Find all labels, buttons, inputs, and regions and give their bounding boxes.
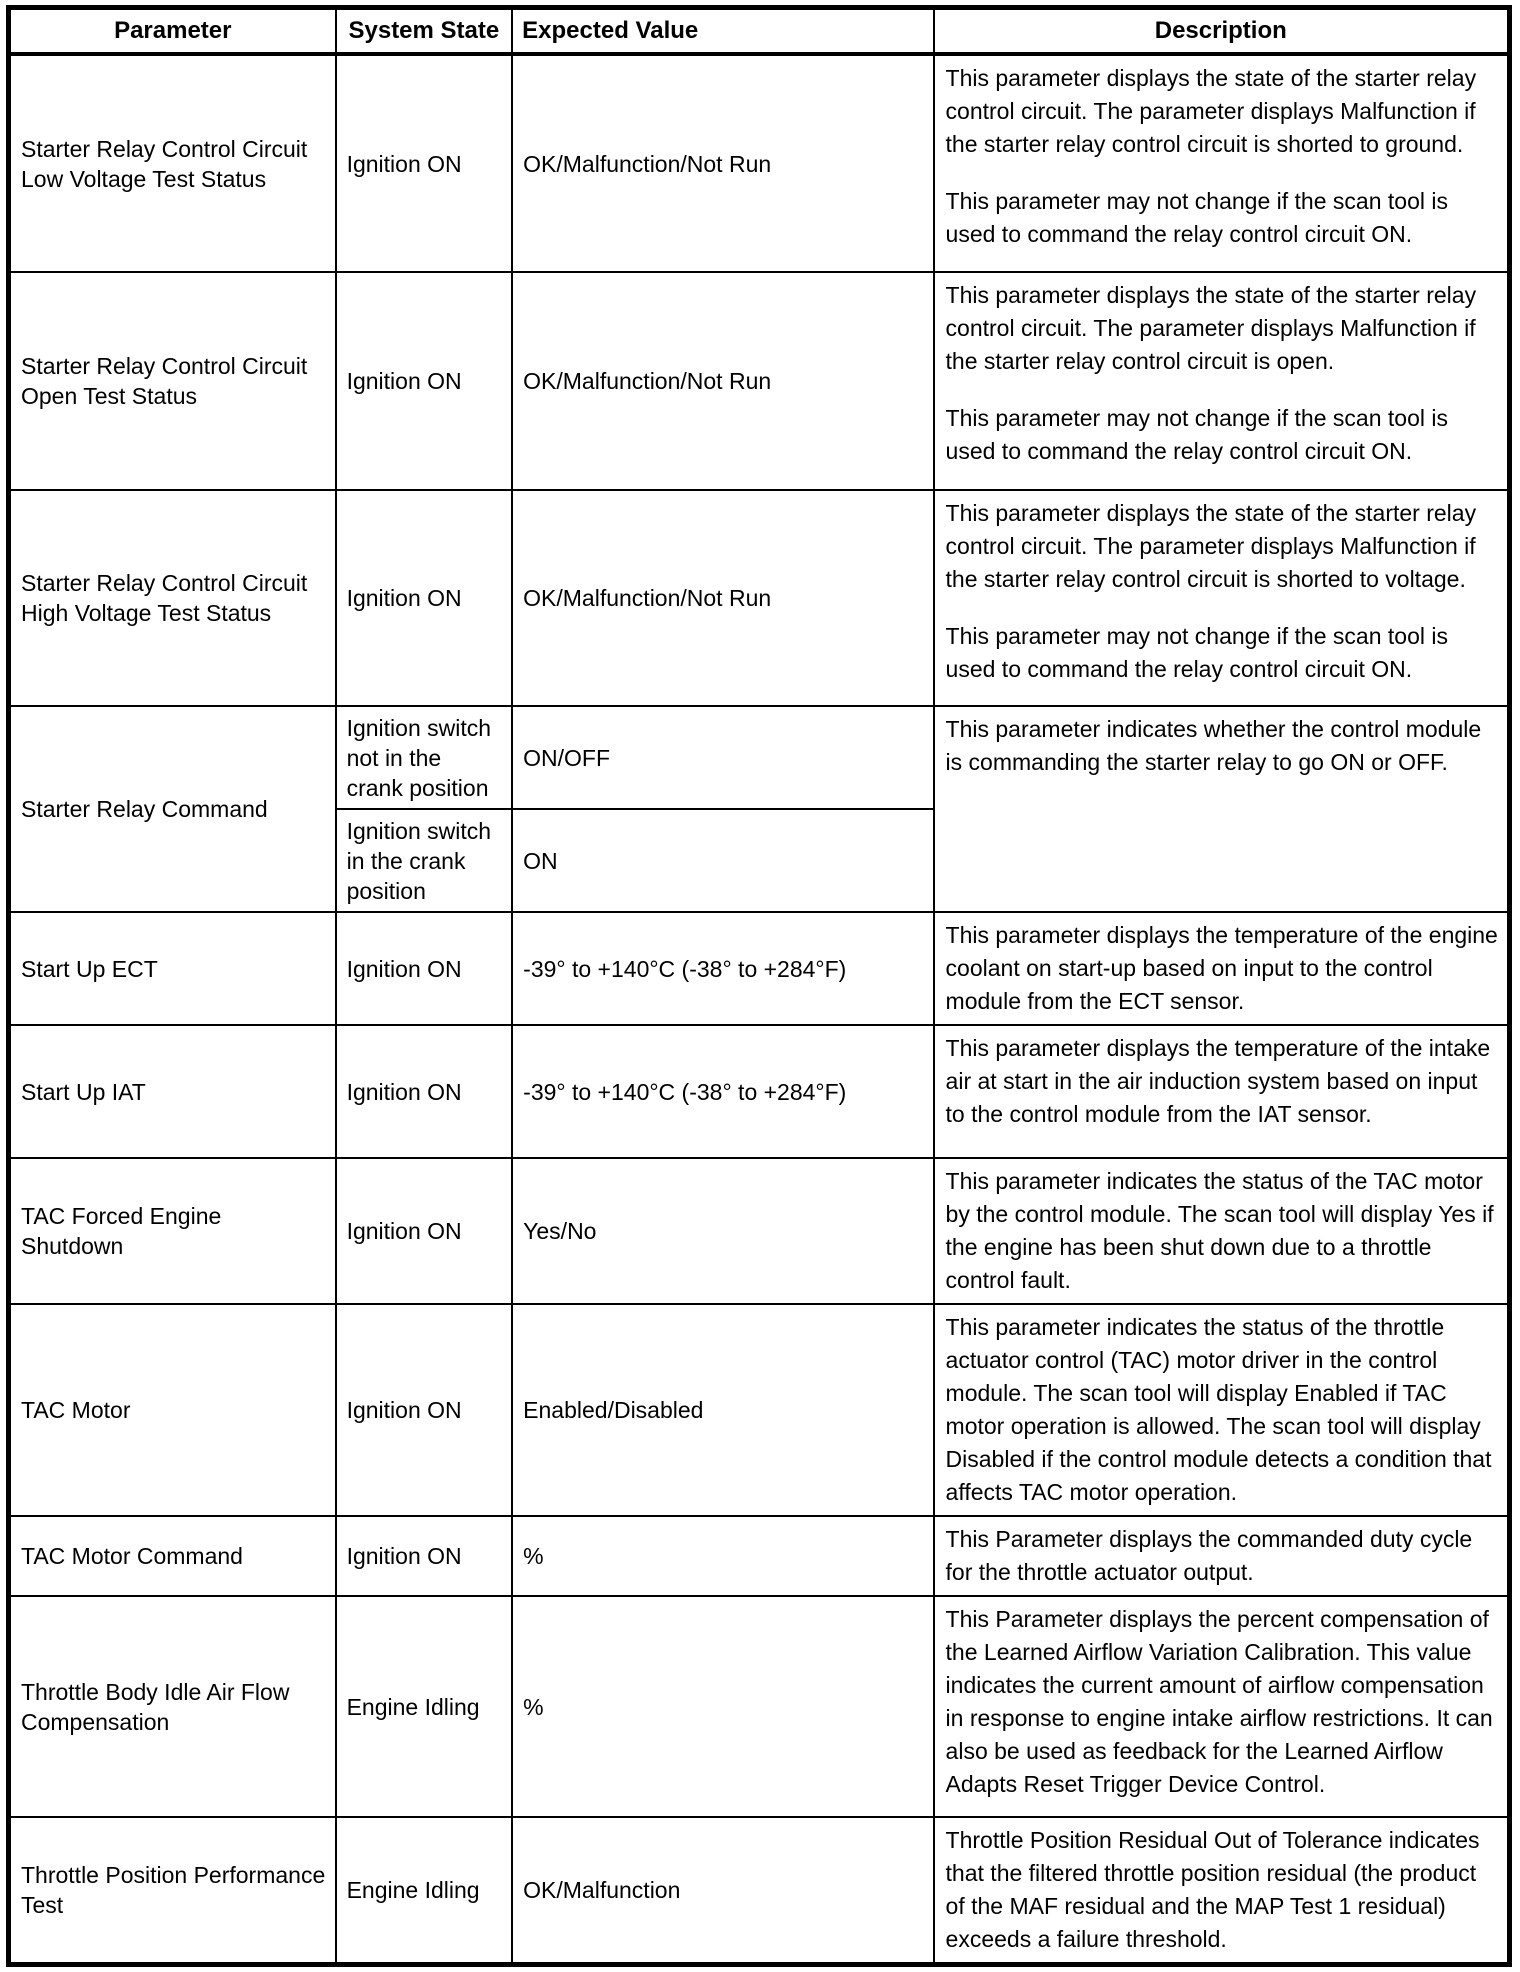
description-paragraph: This parameter indicates whether the control module is commanding the starter relay to go ON or OFF. — [945, 716, 1482, 775]
expected-value-cell: OK/Malfunction/Not Run — [512, 272, 933, 490]
description-paragraph: This Parameter displays the commanded duty cycle for the throttle actuator output. — [945, 1526, 1473, 1585]
expected-value-cell: ON — [512, 809, 933, 912]
description-paragraph: This parameter may not change if the scan tool is used to command the relay control circuit ON. — [945, 405, 1448, 464]
expected-value-cell: -39° to +140°C (-38° to +284°F) — [512, 1025, 933, 1158]
description-paragraph: This parameter displays the state of the starter relay control circuit. The parameter displays Malfunction if the starter relay control circuit is shorted to ground. — [945, 65, 1477, 157]
table-row — [9, 1158, 1510, 1304]
description-cell — [934, 1158, 1510, 1304]
parameter-cell: Throttle Body Idle Air Flow Compensation — [9, 1596, 336, 1817]
expected-value-cell: Yes/No — [512, 1158, 933, 1304]
description-cell — [934, 1596, 1510, 1817]
description-cell — [934, 1025, 1510, 1158]
header-system-state: System State — [336, 8, 513, 55]
description-paragraph: Throttle Position Residual Out of Tolerance indicates that the filtered throttle position residual (the product of the MAF residual and the MAP Test 1 residual) exceeds a failure threshold. — [945, 1827, 1480, 1952]
system-state-cell: Ignition ON — [336, 272, 513, 490]
table-row — [9, 1596, 1510, 1817]
description-cell — [934, 54, 1510, 272]
expected-value-cell: OK/Malfunction — [512, 1817, 933, 1965]
description-cell — [934, 706, 1510, 912]
expected-value-cell: OK/Malfunction/Not Run — [512, 54, 933, 272]
description-paragraph: This parameter indicates the status of the throttle actuator control (TAC) motor driver in the control module. The scan tool will display Enabled if TAC motor operation is allowed. The scan tool will display Disabled if the control module detects a condition that affects TAC motor operation. — [945, 1314, 1492, 1505]
table-row — [9, 706, 1510, 809]
description-paragraph: This parameter displays the state of the starter relay control circuit. The parameter displays Malfunction if the starter relay control circuit is open. — [945, 282, 1477, 374]
header-row — [9, 8, 1510, 55]
parameter-cell: Start Up ECT — [9, 912, 336, 1025]
description-paragraph: This parameter may not change if the scan tool is used to command the relay control circuit ON. — [945, 623, 1448, 682]
system-state-cell: Ignition ON — [336, 1158, 513, 1304]
parameter-cell: Starter Relay Control Circuit Low Voltage Test Status — [9, 54, 336, 272]
parameter-cell: Starter Relay Command — [9, 706, 336, 912]
description-cell — [934, 912, 1510, 1025]
system-state-cell: Ignition ON — [336, 912, 513, 1025]
description-paragraph: This parameter indicates the status of the TAC motor by the control module. The scan tool will display Yes if the engine has been shut down due to a throttle control fault. — [945, 1168, 1494, 1293]
description-cell — [934, 272, 1510, 490]
table-row — [9, 1516, 1510, 1596]
table-row — [9, 912, 1510, 1025]
description-paragraph: This parameter may not change if the scan tool is used to command the relay control circuit ON. — [945, 188, 1448, 247]
scan-data-parameter-table — [6, 5, 1512, 1967]
expected-value-cell: -39° to +140°C (-38° to +284°F) — [512, 912, 933, 1025]
header-description: Description — [934, 8, 1510, 55]
parameter-cell: Start Up IAT — [9, 1025, 336, 1158]
description-cell — [934, 1817, 1510, 1965]
expected-value-cell: OK/Malfunction/Not Run — [512, 490, 933, 706]
header-parameter: Parameter — [9, 8, 336, 55]
description-cell — [934, 1304, 1510, 1516]
parameter-cell: TAC Motor Command — [9, 1516, 336, 1596]
description-paragraph: This parameter displays the temperature of the intake air at start in the air induction system based on input to the control module from the IAT sensor. — [945, 1035, 1491, 1127]
system-state-cell: Ignition switch in the crank position — [336, 809, 513, 912]
table-row — [9, 1304, 1510, 1516]
parameter-cell: Starter Relay Control Circuit High Voltage Test Status — [9, 490, 336, 706]
header-expected-value: Expected Value — [512, 8, 933, 55]
description-paragraph: This parameter displays the temperature of the engine coolant on start-up based on input to the control module from the ECT sensor. — [945, 922, 1498, 1014]
expected-value-cell: ON/OFF — [512, 706, 933, 809]
system-state-cell: Engine Idling — [336, 1817, 513, 1965]
system-state-cell: Ignition switch not in the crank position — [336, 706, 513, 809]
expected-value-cell: % — [512, 1516, 933, 1596]
table-row — [9, 1817, 1510, 1965]
system-state-cell: Ignition ON — [336, 1025, 513, 1158]
expected-value-cell: % — [512, 1596, 933, 1817]
description-paragraph: This parameter displays the state of the starter relay control circuit. The parameter displays Malfunction if the starter relay control circuit is shorted to voltage. — [945, 500, 1477, 592]
table-row — [9, 490, 1510, 706]
expected-value-cell: Enabled/Disabled — [512, 1304, 933, 1516]
parameter-cell: Throttle Position Performance Test — [9, 1817, 336, 1965]
parameter-cell: Starter Relay Control Circuit Open Test Status — [9, 272, 336, 490]
description-paragraph: This Parameter displays the percent compensation of the Learned Airflow Variation Calibration. This value indicates the current amount of airflow compensation in response to engine intake airflow restrictions. It can also be used as feedback for the Learned Airflow Adapts Reset Trigger Device Control. — [945, 1606, 1493, 1797]
system-state-cell: Ignition ON — [336, 1304, 513, 1516]
system-state-cell: Engine Idling — [336, 1596, 513, 1817]
description-cell — [934, 1516, 1510, 1596]
table-row — [9, 54, 1510, 272]
table-row — [9, 1025, 1510, 1158]
system-state-cell: Ignition ON — [336, 54, 513, 272]
system-state-cell: Ignition ON — [336, 490, 513, 706]
description-cell — [934, 490, 1510, 706]
table-row — [9, 272, 1510, 490]
system-state-cell: Ignition ON — [336, 1516, 513, 1596]
parameter-cell: TAC Forced Engine Shutdown — [9, 1158, 336, 1304]
parameter-cell: TAC Motor — [9, 1304, 336, 1516]
